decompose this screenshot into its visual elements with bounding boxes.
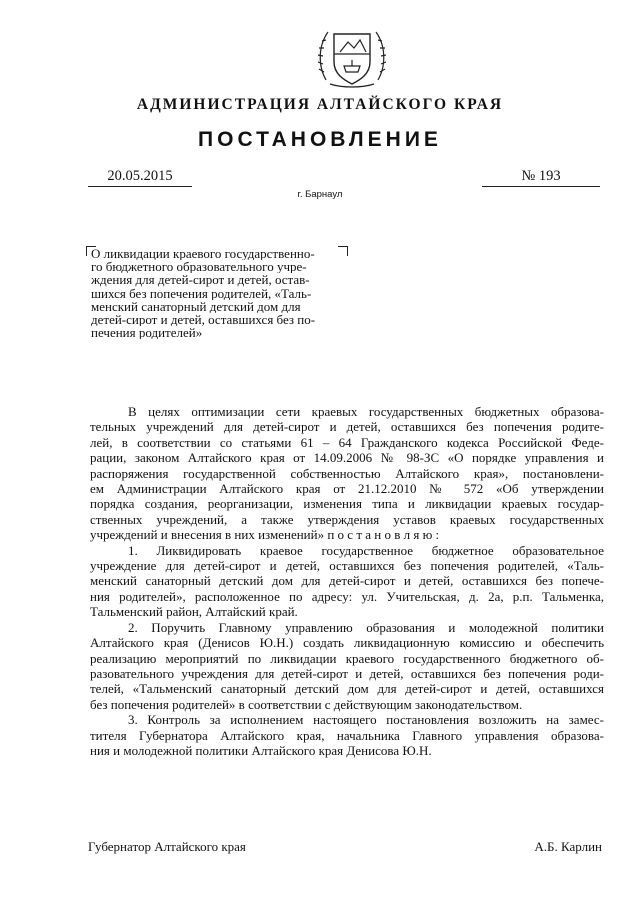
body-line: Тальменский район, Алтайский край.	[90, 604, 298, 620]
subject-line: менский санаторный детский дом для	[91, 299, 301, 314]
body-line: 1. Ликвидировать краевое государственное бюджетное образовательное	[128, 542, 604, 558]
subject-line: шихся без попечения родителей, «Таль-	[91, 286, 312, 300]
item-1-paragraph	[90, 543, 604, 620]
document-type-title: ПОСТАНОВЛЕНИЕ	[198, 128, 442, 151]
body-line: тельных учреждений для детей-сирот и детей, оставшихся без попечения родите-	[90, 419, 604, 435]
item-2-paragraph	[90, 620, 604, 712]
body-line: 2. Поручить Главному управлению образования и молодежной политики	[128, 619, 604, 635]
body-line: тителя Губернатора Алтайского края, начальника Главного управления образова-	[90, 727, 604, 743]
body-line: порядка создания, реорганизации, изменения типа и ликвидации краевых государ-	[90, 496, 604, 512]
coat-of-arms-emblem	[318, 22, 386, 92]
subject-line: ждения для детей-сирот и детей, остав-	[91, 273, 310, 287]
signature-position: Губернатор Алтайского края	[88, 839, 246, 854]
body-line: рации, законом Алтайского края от 14.09.2006 № 98-ЗС «О порядке управления и	[90, 450, 604, 466]
item-3-paragraph	[90, 712, 604, 758]
organization-title: АДМИНИСТРАЦИЯ АЛТАЙСКОГО КРАЯ	[136, 96, 504, 113]
subject-line: го бюджетного образовательного учре-	[91, 260, 307, 274]
body-line: лей, в соответствии со статьями 61 – 64 Гражданского кодекса Российской Феде-	[90, 434, 604, 450]
subject-line: печения родителей»	[91, 326, 203, 340]
subject-line: О ликвидации краевого государственно-	[91, 247, 315, 261]
document-city: г. Барнаул	[297, 189, 343, 200]
body-line: реализацию мероприятий по ликвидации краевого государственного бюджетного об-	[90, 650, 604, 666]
body-line: менский санаторный детский дом для детей-сирот и детей, оставшихся без попече-	[90, 573, 604, 589]
body-line: телей, «Тальменский санаторный детский дом для детей-сирот и детей, оставшихся	[90, 681, 604, 697]
document-date: 20.05.2015	[88, 168, 192, 187]
document-body	[90, 404, 604, 758]
document-number: № 193	[482, 168, 600, 187]
subject-line: детей-сирот и детей, оставшихся без по-	[91, 313, 316, 327]
body-line: ния и молодежной политики Алтайского края Денисова Ю.Н.	[90, 742, 432, 758]
body-line: В целях оптимизации сети краевых государственных бюджетных образова-	[128, 404, 604, 419]
body-line: учреждение для детей-сирот и детей, оставшихся без попечения родителей, «Таль-	[90, 558, 604, 574]
body-line: разовательного учреждения для детей-сирот и детей, оставшихся без попечения роди-	[90, 665, 604, 681]
body-line: учреждений и внесения в них изменений» п о с т а н о в л я ю :	[90, 527, 440, 543]
signature-name: А.Б. Карлин	[534, 839, 602, 854]
body-line: 3. Контроль за исполнением настоящего постановления возложить на замес-	[128, 712, 604, 728]
document-subject	[91, 247, 341, 339]
body-line: Алтайского края (Денисов Ю.Н.) создать ликвидационную комиссию и обеспечить	[90, 635, 604, 651]
preamble-paragraph	[90, 404, 604, 543]
body-line: без попечения родителей» в соответствии с действующим законодательством.	[90, 696, 523, 712]
body-line: ственных учреждений, а также утверждения уставов краевых государственных	[90, 511, 604, 527]
body-line: ния родителей», расположенное по адресу: ул. Учительская, д. 2а, р.п. Тальменка,	[90, 588, 604, 604]
body-line: распоряжения государственной собственностью Алтайского края», постановлени-	[90, 465, 604, 481]
body-line: ем Администрации Алтайского края от 21.12.2010 № 572 «Об утверждении	[90, 481, 604, 497]
